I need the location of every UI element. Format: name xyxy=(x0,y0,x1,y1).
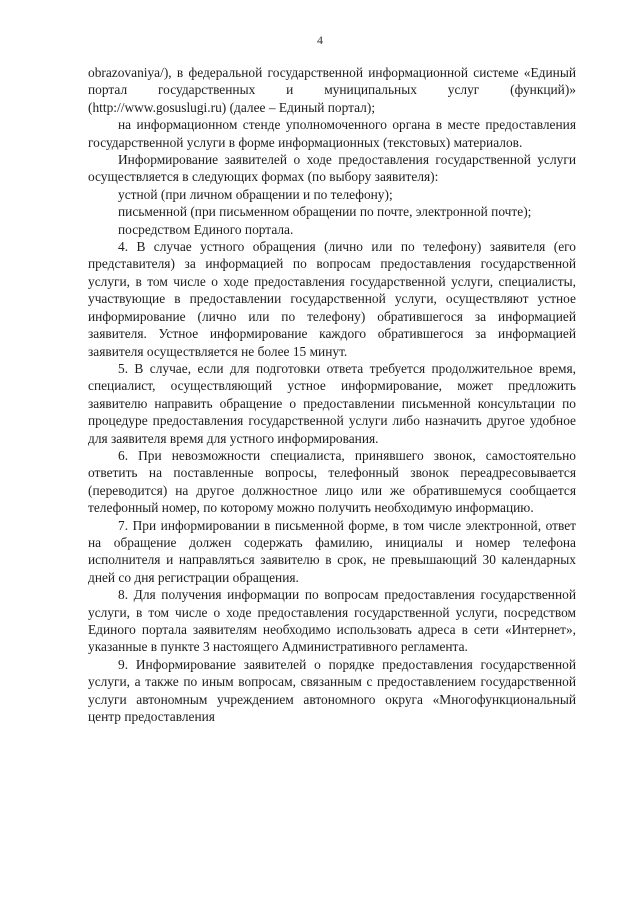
paragraph: посредством Единого портала. xyxy=(118,221,294,237)
document-body xyxy=(88,64,576,725)
paragraph: 4. В случае устного обращения (лично или по телефону) заявителя (его представителя) за информацией по вопросам предоставления государственной услуги, в том числе о ходе предоставления государственной услуги, специалисты, участвующие в предоставлении государственной услуги, осуществляют устное информирование (лично или по телефону) обратившегося за информацией заявителя. Устное информирование каждого обратившегося за информацией заявителя осуществляется не более 15 минут. xyxy=(88,239,576,359)
paragraph: устной (при личном обращении и по телефону); xyxy=(118,186,393,202)
paragraph: 8. Для получения информации по вопросам предоставления государственной услуги, в том числе о ходе предоставления государственной услуги, посредством Единого портала заявителям необходимо использовать адреса в сети «Интернет», указанные в пункте 3 настоящего Административного регламента. xyxy=(88,587,576,655)
paragraph: 5. В случае, если для подготовки ответа требуется продолжительное время, специалист, осуществляющий устное информирование, может предложить заявителю направить обращение о предоставлении письменной консультации по процедуре предоставления государственной услуги либо назначить другое удобное для заявителя время для устного информирования. xyxy=(88,360,576,446)
paragraph: Информирование заявителей о ходе предоставления государственной услуги осуществляется в следующих формах (по выбору заявителя): xyxy=(88,152,576,185)
paragraph: obrazovaniya/), в федеральной государственной информационной системе «Единый портал государственных и муниципальных услуг (функций)» (http://www.gosuslugi.ru) (далее – Единый портал); xyxy=(88,65,576,115)
paragraph: на информационном стенде уполномоченного органа в месте предоставления государственной услуги в форме информационных (текстовых) материалов. xyxy=(88,117,576,150)
page-number: 4 xyxy=(317,33,323,47)
paragraph: 9. Информирование заявителей о порядке предоставления государственной услуги, а также по иным вопросам, связанным с предоставлением государственной услуги автономным учреждением автономного округа «Многофункциональный центр предоставления xyxy=(88,656,576,725)
paragraph: письменной (при письменном обращении по почте, электронной почте); xyxy=(118,204,532,220)
paragraph: 6. При невозможности специалиста, принявшего звонок, самостоятельно ответить на поставленные вопросы, телефонный звонок переадресовывается (переводится) на другое должностное лицо или же обратившемуся сообщается телефонный номер, по которому можно получить необходимую информацию. xyxy=(88,447,576,516)
paragraph: 7. При информировании в письменной форме, в том числе электронной, ответ на обращение должен содержать фамилию, инициалы и номер телефона исполнителя и направляться заявителю в срок, не превышающий 30 календарных дней со дня регистрации обращения. xyxy=(88,517,576,585)
